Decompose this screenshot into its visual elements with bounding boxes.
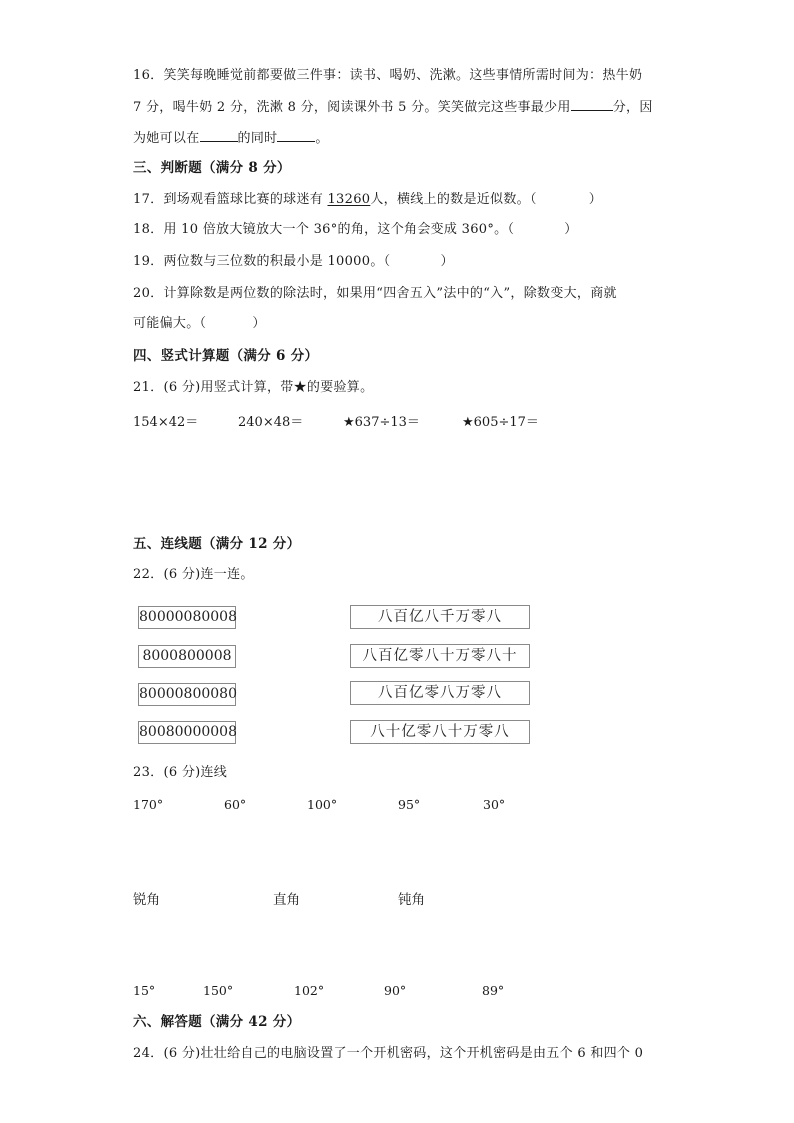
q17-text-a: 17．到场观看篮球比赛的球迷有: [133, 192, 324, 207]
q16-text-3c: 。: [315, 131, 329, 146]
top-angle-1[interactable]: 170°: [133, 797, 164, 812]
q17-text-b: 人，横线上的数是近似数。（: [370, 192, 537, 207]
calc-item-1: 154×42＝: [133, 415, 199, 430]
top-angle-3[interactable]: 100°: [307, 797, 338, 812]
bottom-angle-1[interactable]: 15°: [133, 983, 156, 998]
chinese-box-3[interactable]: 八百亿零八万零八: [350, 681, 530, 705]
bottom-angle-2[interactable]: 150°: [203, 983, 234, 998]
calc-item-4: ★605÷17＝: [462, 415, 539, 430]
bottom-angle-4[interactable]: 90°: [384, 983, 407, 998]
number-box-2[interactable]: 8000800008: [138, 645, 236, 668]
category-acute[interactable]: 锐角: [133, 892, 160, 908]
top-angle-4[interactable]: 95°: [398, 797, 421, 812]
chinese-box-2[interactable]: 八百亿零八十万零八十: [350, 644, 530, 668]
calc-item-3: ★637÷13＝: [343, 415, 420, 430]
q18-text: 18．用 10 倍放大镜放大一个 36°的角，这个角会变成 360°。（: [133, 222, 515, 237]
section3-heading: 三、判断题（满分 8 分）: [133, 160, 291, 176]
q20-text-2: 可能偏大。（: [133, 316, 207, 331]
q16-text-3b: 的同时: [237, 131, 278, 146]
q17-underlined-number: 13260: [327, 192, 371, 207]
q21-line: 21．(6 分)用竖式计算，带★的要验算。: [133, 380, 374, 395]
chinese-box-4[interactable]: 八十亿零八十万零八: [350, 720, 530, 744]
q16-line2: [133, 97, 653, 117]
q19-text: 19．两位数与三位数的积最小是 10000。（: [133, 254, 391, 269]
bottom-angle-3[interactable]: 102°: [294, 983, 325, 998]
q19-close-paren: ）: [440, 254, 454, 269]
number-box-1[interactable]: 80000080008: [138, 606, 236, 629]
q20-line2: [133, 315, 266, 333]
q24-line: 24．(6 分)壮壮给自己的电脑设置了一个开机密码，这个开机密码是由五个 6 和四个 0: [133, 1046, 644, 1061]
top-angle-5[interactable]: 30°: [483, 797, 506, 812]
category-obtuse[interactable]: 钝角: [398, 892, 425, 908]
section6-heading: 六、解答题（满分 42 分）: [133, 1014, 301, 1030]
q16-text-1: 16．笑笑每晚睡觉前都要做三件事：读书、喝奶、洗漱。这些事情所需时间为：热牛奶: [133, 68, 643, 83]
q16-blank-activity-1[interactable]: [200, 128, 238, 142]
q16-line3: [133, 128, 329, 148]
q20-close-paren: ）: [252, 316, 266, 331]
q23-line: 23．(6 分)连线: [133, 765, 228, 780]
category-right[interactable]: 直角: [273, 892, 300, 908]
q18-close-paren: ）: [564, 222, 578, 237]
section5-heading: 五、连线题（满分 12 分）: [133, 536, 301, 552]
number-box-3[interactable]: 80000800080: [138, 683, 236, 706]
q19-line: [133, 253, 454, 271]
section4-heading: 四、竖式计算题（满分 6 分）: [133, 348, 319, 364]
q16-blank-minutes[interactable]: [571, 97, 613, 111]
calc-item-2: 240×48＝: [238, 415, 304, 430]
bottom-angle-5[interactable]: 89°: [482, 983, 505, 998]
q16-blank-activity-2[interactable]: [277, 128, 315, 142]
q16-text-2: 7 分，喝牛奶 2 分，洗漱 8 分，阅读课外书 5 分。笑笑做完这些事最少用: [133, 100, 571, 115]
q22-line: 22．(6 分)连一连。: [133, 567, 254, 582]
number-box-4[interactable]: 80080000008: [138, 721, 236, 744]
q16-text-3a: 为她可以在: [133, 131, 200, 146]
top-angle-2[interactable]: 60°: [224, 797, 247, 812]
q16-line1: [133, 67, 642, 85]
chinese-box-1[interactable]: 八百亿八千万零八: [350, 605, 530, 629]
q20-line1: 20．计算除数是两位数的除法时，如果用“四舍五入”法中的“入”，除数变大，商就: [133, 286, 617, 301]
q17-close-paren: ）: [588, 192, 603, 207]
q17-line: [133, 191, 602, 209]
q16-text-2-end: 分，因: [612, 100, 653, 115]
q18-line: [133, 221, 578, 239]
